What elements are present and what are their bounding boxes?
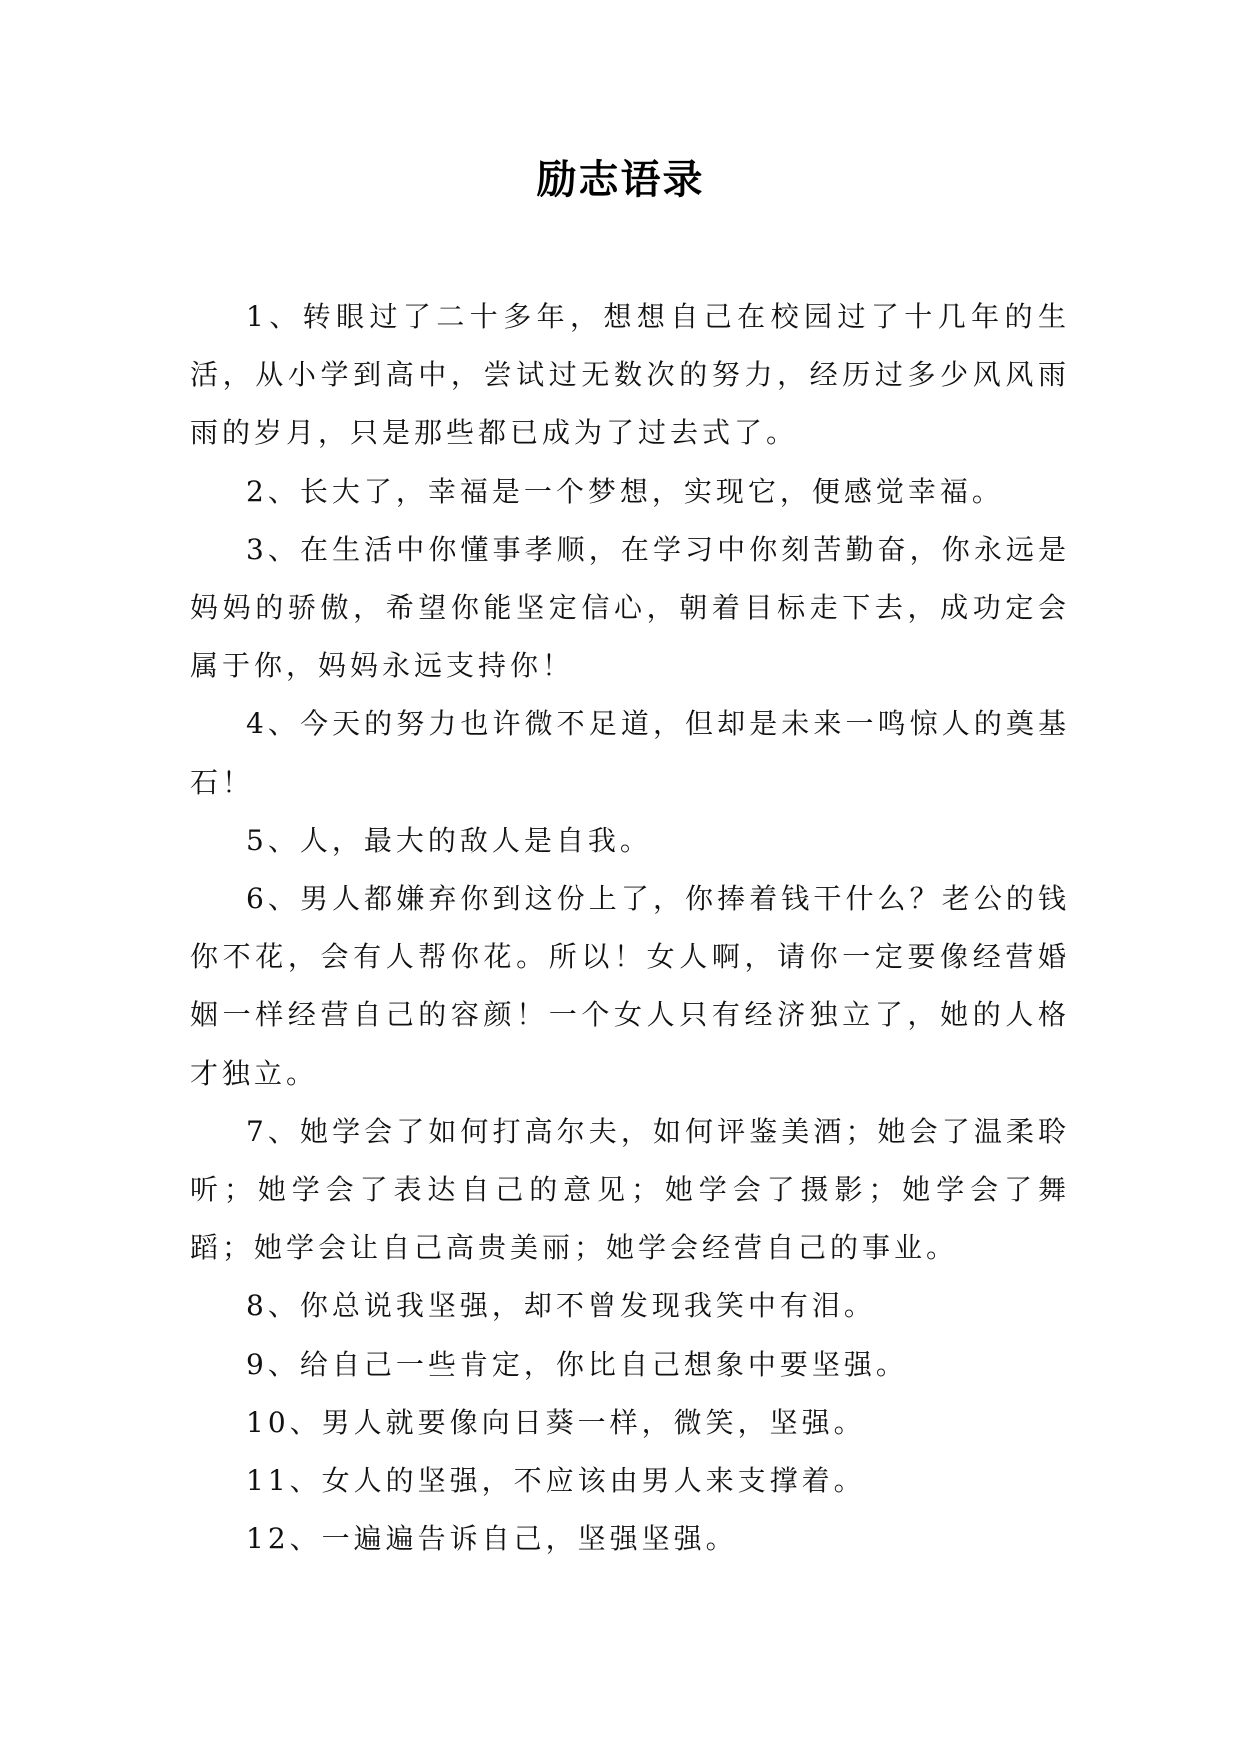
quote-paragraph: 1、转眼过了二十多年，想想自己在校园过了十几年的生活，从小学到高中，尝试过无数次的努力，经历过多少风风雨雨的岁月，只是那些都已成为了过去式了。 xyxy=(190,300,1070,450)
quote-paragraph: 9、给自己一些肯定，你比自己想象中要坚强。 xyxy=(246,1347,908,1381)
quote-paragraph: 11、女人的坚强，不应该由男人来支撑着。 xyxy=(246,1464,866,1498)
document-body xyxy=(190,288,1070,1568)
quote-paragraph: 10、男人就要像向日葵一样，微笑，坚强。 xyxy=(246,1405,866,1439)
quote-paragraph: 7、她学会了如何打高尔夫，如何评鉴美酒；她会了温柔聆听；她学会了表达自己的意见；她学会了摄影；她学会了舞蹈；她学会让自己高贵美丽；她学会经营自己的事业。 xyxy=(190,1114,1070,1265)
quote-paragraph: 12、一遍遍告诉自己，坚强坚强。 xyxy=(246,1522,738,1556)
quote-paragraph: 8、你总说我坚强，却不曾发现我笑中有泪。 xyxy=(246,1289,876,1323)
quote-paragraph: 6、男人都嫌弃你到这份上了，你捧着钱干什么？老公的钱你不花，会有人帮你花。所以！女人啊，请你一定要像经营婚姻一样经营自己的容颜！一个女人只有经济独立了，她的人格才独立。 xyxy=(190,882,1070,1090)
quote-paragraph: 2、长大了，幸福是一个梦想，实现它，便感觉幸福。 xyxy=(246,474,1004,508)
quote-paragraph: 3、在生活中你懂事孝顺，在学习中你刻苦勤奋，你永远是妈妈的骄傲，希望你能坚定信心，朝着目标走下去，成功定会属于你，妈妈永远支持你！ xyxy=(190,532,1070,683)
document-title: 励志语录 xyxy=(536,157,705,203)
quote-paragraph: 4、今天的努力也许微不足道，但却是未来一鸣惊人的奠基石！ xyxy=(190,707,1070,799)
quote-paragraph: 5、人，最大的敌人是自我。 xyxy=(246,823,652,857)
